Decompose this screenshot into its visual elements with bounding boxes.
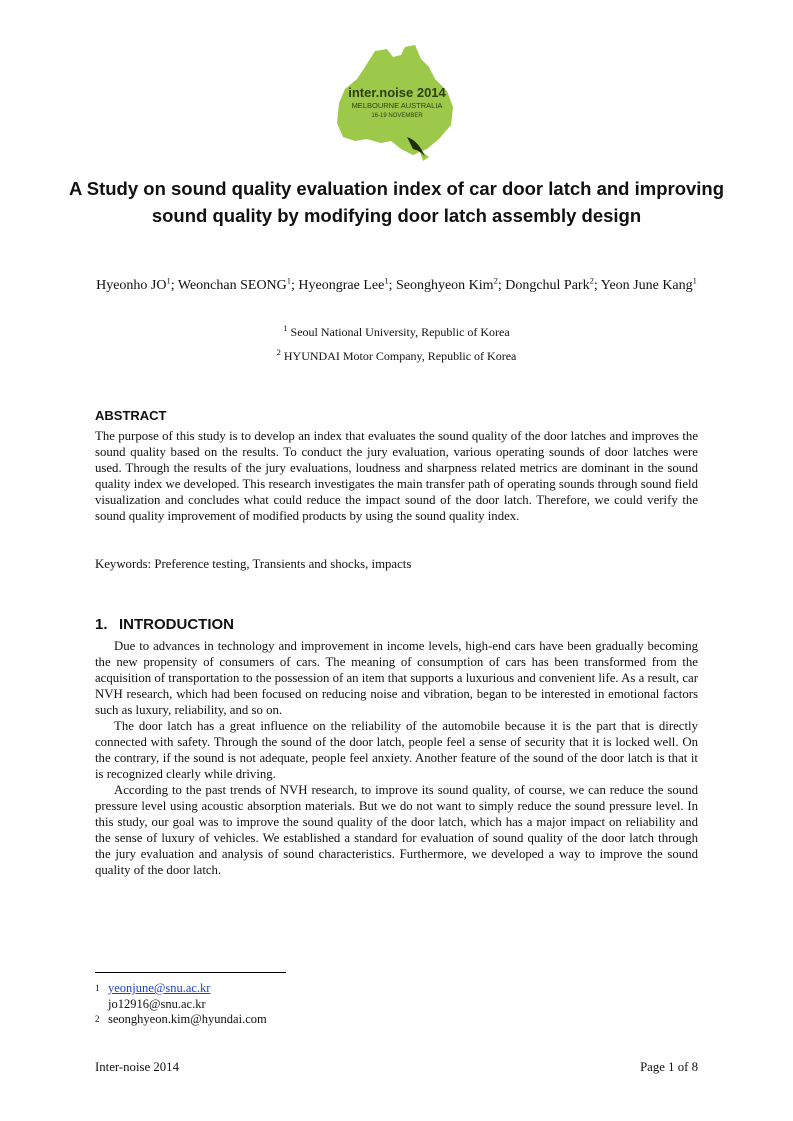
intro-paragraph-3: According to the past trends of NVH research, to improve its sound quality, of course, we can reduce the sound pressure level using acoustic absorption materials. But we do not want to simply reduce the sound pressure level. In this study, our goal was to improve the sound quality of the door latch, which has a major impact on reliability and the sense of luxury of vehicles. We established a standard for evaluation of sound quality of the door latch through the jury evaluation and analysis of sound characteristics. Furthermore, we developed a way to improve the sound quality of the door latch. <box>95 783 698 877</box>
abstract-heading: ABSTRACT <box>95 408 167 423</box>
affiliation-mark: 2 <box>276 347 281 357</box>
author-name: Yeon June Kang <box>600 278 693 293</box>
footer-page-number: Page 1 of 8 <box>640 1060 698 1074</box>
affiliation-2 <box>95 349 698 364</box>
affiliation-text: Seoul National University, Republic of Korea <box>290 325 510 339</box>
author-affiliation-mark: 1 <box>286 275 292 286</box>
footnote-2 <box>95 1011 267 1027</box>
email-link[interactable]: yeonjune@snu.ac.kr <box>108 981 211 995</box>
footnote-mark: 2 <box>95 1014 100 1024</box>
author-affiliation-mark: 1 <box>692 275 697 286</box>
author-separator: ; <box>497 278 506 293</box>
logo-dates: 16-19 NOVEMBER <box>371 113 423 119</box>
author-separator: ; <box>170 278 178 293</box>
footer-conference: Inter-noise 2014 <box>95 1060 179 1074</box>
author-separator: ; <box>291 278 299 293</box>
footnote-1-email-2: jo12916@snu.ac.kr <box>108 997 206 1011</box>
author-name: Dongchul Park <box>505 278 590 293</box>
footnote-email: seonghyeon.kim@hyundai.com <box>108 1012 267 1026</box>
australia-map-icon <box>335 45 460 163</box>
introduction-body <box>95 638 698 878</box>
logo-title: inter.noise 2014 <box>348 85 446 100</box>
footnote-divider <box>95 972 286 973</box>
author-affiliation-mark: 2 <box>589 275 594 286</box>
author-list <box>95 273 698 298</box>
author-affiliation-mark: 2 <box>493 275 498 286</box>
section-title: INTRODUCTION <box>119 616 234 633</box>
footnote-mark: 1 <box>95 983 100 993</box>
author-name: Hyeongrae Lee <box>298 278 385 293</box>
affiliation-mark: 1 <box>283 323 288 333</box>
section-number: 1. <box>95 616 108 633</box>
author-name: Hyeonho JO <box>96 278 167 293</box>
keywords: Keywords: Preference testing, Transients and shocks, impacts <box>95 557 412 571</box>
author-affiliation-mark: 1 <box>384 275 389 286</box>
abstract-body: The purpose of this study is to develop an index that evaluates the sound quality of the door latches and improves the sound quality based on the results. To conduct the jury evaluation, various operating sounds of door latches were used. Through the results of the jury evaluations, loudness and sharpness related metrics are dominant in the sound quality index we developed. This research investigates the main transfer path of operating sounds through sound field visualization and concludes what could reduce the impact sound of the door latch. Therefore, we could verify the sound quality improvement of modified products by using the sound quality index. <box>95 429 698 523</box>
footnote-1 <box>95 980 210 996</box>
author-separator: ; <box>388 278 396 293</box>
author-name: Weonchan SEONG <box>177 278 287 293</box>
intro-paragraph-2: The door latch has a great influence on the reliability of the automobile because it is the part that is directly connected with safety. Through the sound of the door latch, people feel a sense of security that it is locked well. On the contrary, if the sound is not adequate, people feel anxiety. Another feature of the sound of the door latch is that it is recognized clearly while driving. <box>95 719 698 781</box>
author-separator: ; <box>593 278 601 293</box>
intro-paragraph-1: Due to advances in technology and improvement in income levels, high-end cars have been gradually becoming the new propensity of consumers of cars. The meaning of consumption of cars has been transformed from the acquisition of transportation to the possession of an item that supports a luxurious and convenient life. As a result, car NVH research, which had been focused on reducing noise and vibration, began to be interested in emotional factors such as luxury, reliability, and so on. <box>95 639 698 717</box>
logo-location: MELBOURNE AUSTRALIA <box>351 101 443 110</box>
conference-logo <box>335 45 460 163</box>
author-affiliation-mark: 1 <box>166 275 171 286</box>
section-heading-introduction <box>95 616 234 633</box>
affiliation-1 <box>95 325 698 340</box>
affiliation-text: HYUNDAI Motor Company, Republic of Korea <box>283 349 517 363</box>
author-name: Seonghyeon Kim <box>395 278 494 293</box>
paper-title: A Study on sound quality evaluation index of car door latch and improving sound quality by modifying door latch assembly design <box>68 178 725 226</box>
